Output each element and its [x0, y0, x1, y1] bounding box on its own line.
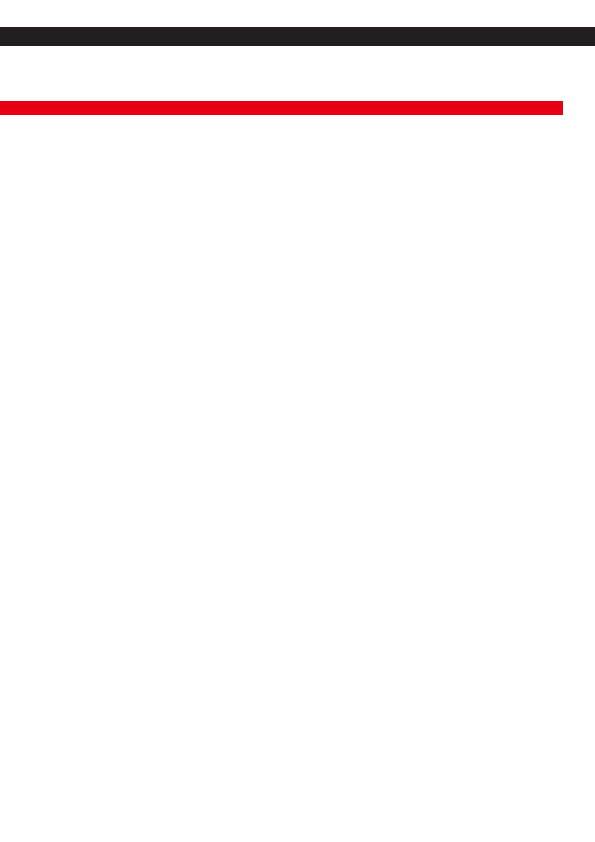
year-header-bar — [0, 101, 563, 115]
top-black-bar — [0, 27, 595, 46]
